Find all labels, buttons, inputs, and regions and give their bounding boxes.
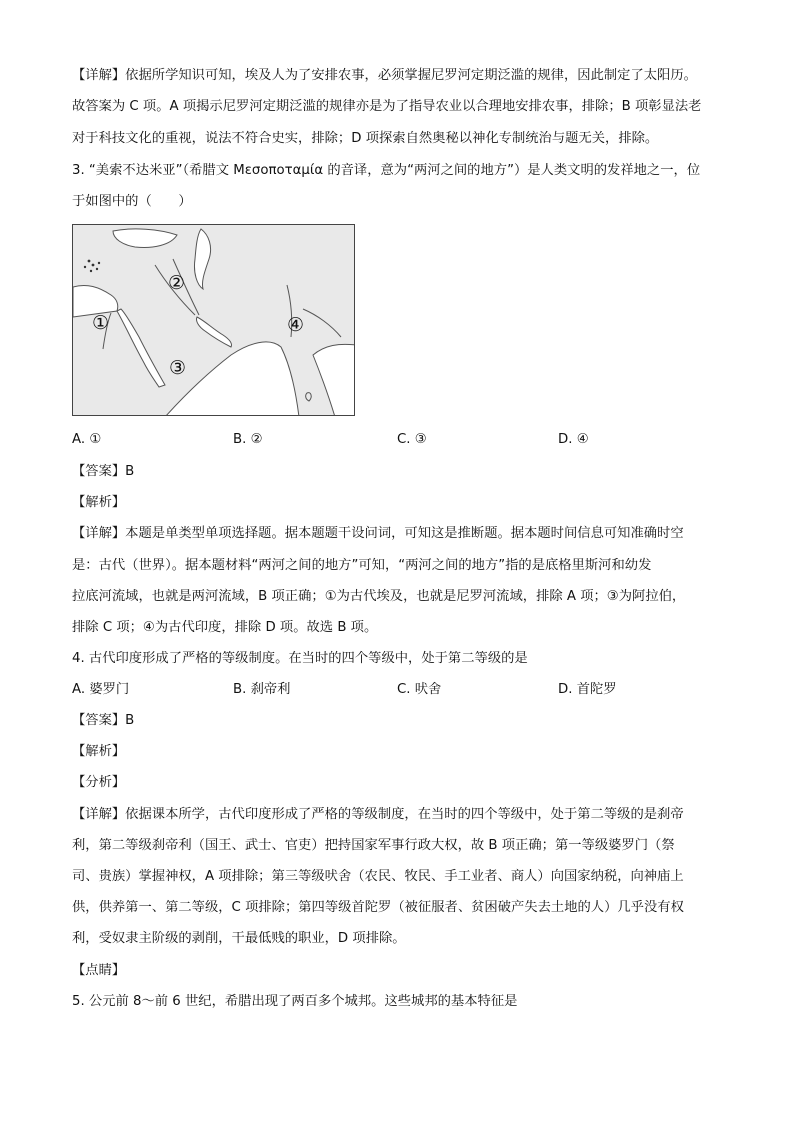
q3-stem-line-1: 3. “美索不达米亚”（希腊文 Μεσοποταμία 的音译，意为“两河之间的地方”）是人类文明的发祥地之一，位 [72, 163, 701, 178]
q4-answer: 【答案】B [72, 713, 135, 728]
map-label-1: ① [92, 312, 110, 334]
q4-option-d: D. 首陀罗 [558, 682, 617, 697]
q4-explain-line-4: 供，供养第一、第二等级，C 项排除；第四等级首陀罗（被征服者、贫困破产失去土地的人）几乎没有权 [72, 900, 684, 915]
q2-explain-line-1: 【详解】依据所学知识可知，埃及人为了安排农事，必须掌握尼罗河定期泛滥的规律，因此制定了太阳历。 [72, 68, 697, 83]
q4-explain-line-5: 利，受奴隶主阶级的剥削，干最低贱的职业，D 项排除。 [72, 931, 406, 946]
q3-explain-line-2: 是：古代（世界）。据本题材料“两河之间的地方”可知，“两河之间的地方”指的是底格里斯河和幼发 [72, 558, 652, 573]
q4-option-c: C. 吠舍 [397, 682, 442, 697]
q5-stem: 5. 公元前 8～前 6 世纪，希腊出现了两百多个城邦。这些城邦的基本特征是 [72, 994, 518, 1009]
q3-option-c: C. ③ [397, 432, 427, 447]
q3-analysis-heading: 【解析】 [72, 495, 126, 510]
map-label-2: ② [168, 272, 186, 294]
map-drawing [73, 225, 355, 416]
q3-option-b: B. ② [233, 432, 263, 447]
q3-explain-line-4: 排除 C 项；④为古代印度，排除 D 项。故选 B 项。 [72, 620, 378, 635]
q4-stem: 4. 古代印度形成了严格的等级制度。在当时的四个等级中，处于第二等级的是 [72, 651, 528, 666]
q2-explain-line-3: 对于科技文化的重视，说法不符合史实，排除；D 项探索自然奥秘以神化专制统治与题无关，排除。 [72, 131, 659, 146]
q4-fenxi-heading: 【分析】 [72, 775, 126, 790]
q4-option-b: B. 刹帝利 [233, 682, 291, 697]
ancient-civilizations-map [72, 224, 355, 416]
q4-option-a: A. 婆罗门 [72, 682, 130, 697]
q3-answer: 【答案】B [72, 464, 135, 479]
q3-option-a: A. ① [72, 432, 102, 447]
q4-explain-line-3: 司、贵族）掌握神权，A 项排除；第三等级吠舍（农民、牧民、手工业者、商人）向国家纳税，向神庙上 [72, 869, 684, 884]
q3-stem-line-2: 于如图中的（ ） [72, 194, 192, 209]
map-label-4: ④ [287, 314, 305, 336]
q3-explain-line-1: 【详解】本题是单类型单项选择题。据本题题干设问词，可知这是推断题。据本题时间信息可知准确时空 [72, 526, 684, 541]
q2-explain-line-2: 故答案为 C 项。A 项揭示尼罗河定期泛滥的规律亦是为了指导农业以合理地安排农事，排除；B 项彰显法老 [72, 99, 702, 114]
q3-option-d: D. ④ [558, 432, 589, 447]
q3-explain-line-3: 拉底河流域，也就是两河流域，B 项正确；①为古代埃及，也就是尼罗河流域，排除 A 项；③为阿拉伯， [72, 589, 686, 604]
q4-analysis-heading: 【解析】 [72, 744, 126, 759]
q4-dianjing-heading: 【点睛】 [72, 963, 126, 978]
map-label-3: ③ [169, 357, 187, 379]
q4-explain-line-2: 利，第二等级刹帝利（国王、武士、官吏）把持国家军事行政大权，故 B 项正确；第一等级婆罗门（祭 [72, 838, 675, 853]
q4-explain-line-1: 【详解】依据课本所学，古代印度形成了严格的等级制度，在当时的四个等级中，处于第二等级的是刹帝 [72, 807, 684, 822]
